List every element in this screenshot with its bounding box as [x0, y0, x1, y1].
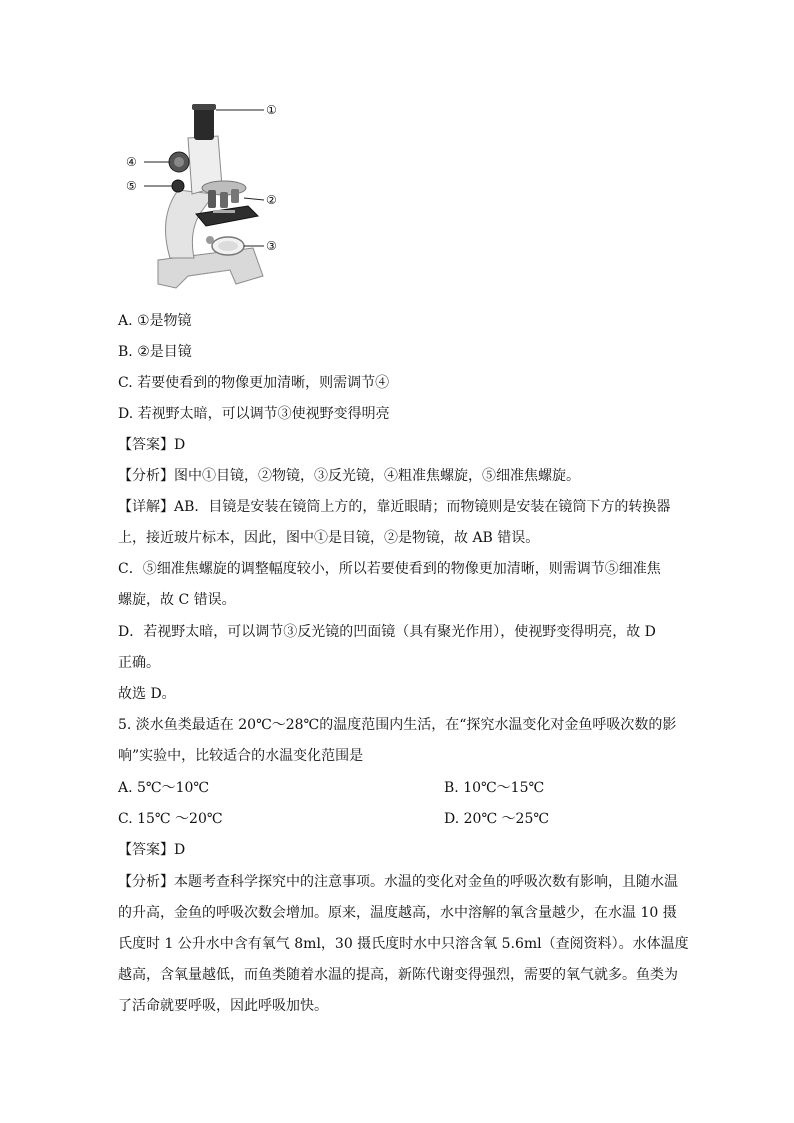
q5-analysis-line: 的升高，金鱼的呼吸次数会增加。原来，温度越高，水中溶解的氧含量越少，在水温 10 摄	[118, 905, 677, 921]
stage	[196, 206, 258, 226]
q4-detail-line: C．⑤细准焦螺旋的调整幅度较小，所以若要使看到的物像更加清晰，则需调节⑤细准焦	[118, 561, 661, 577]
eyepiece	[194, 106, 214, 140]
q5-analysis-line: 氏度时 1 公升水中含有氧气 8ml，30 摄氏度时水中只溶含氧 5.6ml（查阅资料）。水体温度	[118, 936, 689, 952]
q4-option-c: C. 若要使看到的物像更加清晰，则需调节④	[118, 375, 390, 391]
q5-analysis-line: 越高，含氧量越低，而鱼类随着水温的提高，新陈代谢变得强烈，需要的氧气就多。鱼类为	[118, 967, 678, 983]
q4-detail-line: 【详解】AB．目镜是安装在镜筒上方的，靠近眼睛；而物镜则是安装在镜筒下方的转换器	[118, 499, 671, 515]
q4-option-b: B. ②是目镜	[118, 344, 192, 360]
q5-analysis-line: 了活命就要呼吸，因此呼吸加快。	[118, 998, 328, 1014]
fine-focus-knob	[172, 180, 184, 192]
q5-option-c: C. 15℃ ～20℃	[118, 811, 223, 827]
q4-detail-line: D．若视野太暗，可以调节③反光镜的凹面镜（具有聚光作用），使视野变得明亮，故 D	[118, 624, 656, 640]
callout-5: ⑤	[126, 179, 137, 193]
callout-2: ②	[266, 193, 277, 207]
q4-answer: 【答案】D	[118, 437, 186, 453]
q4-detail-line: 故选 D。	[118, 686, 176, 702]
q5-answer: 【答案】D	[118, 842, 186, 858]
q4-option-a: A. ①是物镜	[118, 313, 192, 329]
q5-analysis-line: 【分析】本题考查科学探究中的注意事项。水温的变化对金鱼的呼吸次数有影响，且随水温	[118, 874, 678, 890]
callout-4: ④	[126, 155, 137, 169]
q4-detail-line: 上，接近玻片标本，因此，图中①是目镜，②是物镜，故 AB 错误。	[118, 530, 540, 546]
q5-option-b: B. 10℃～15℃	[444, 780, 545, 796]
microscope-figure	[118, 98, 298, 303]
q5-option-d: D. 20℃ ～25℃	[444, 811, 550, 827]
q4-option-d: D. 若视野太暗，可以调节③使视野变得明亮	[118, 406, 390, 422]
q5-option-a: A. 5℃～10℃	[118, 780, 210, 796]
q5-stem-line: 5. 淡水鱼类最适在 20℃～28℃的温度范围内生活，在“探究水温变化对金鱼呼吸次数的影	[118, 717, 677, 733]
q4-analysis: 【分析】图中①目镜，②物镜，③反光镜，④粗准焦螺旋，⑤细准焦螺旋。	[118, 468, 580, 484]
q4-detail-line: 正确。	[118, 655, 160, 671]
callout-3: ③	[266, 239, 277, 253]
objective-lens	[208, 190, 216, 208]
callout-1: ①	[266, 103, 277, 117]
q4-detail-line: 螺旋，故 C 错误。	[118, 592, 236, 608]
q5-stem-line: 响”实验中，比较适合的水温变化范围是	[118, 748, 364, 764]
